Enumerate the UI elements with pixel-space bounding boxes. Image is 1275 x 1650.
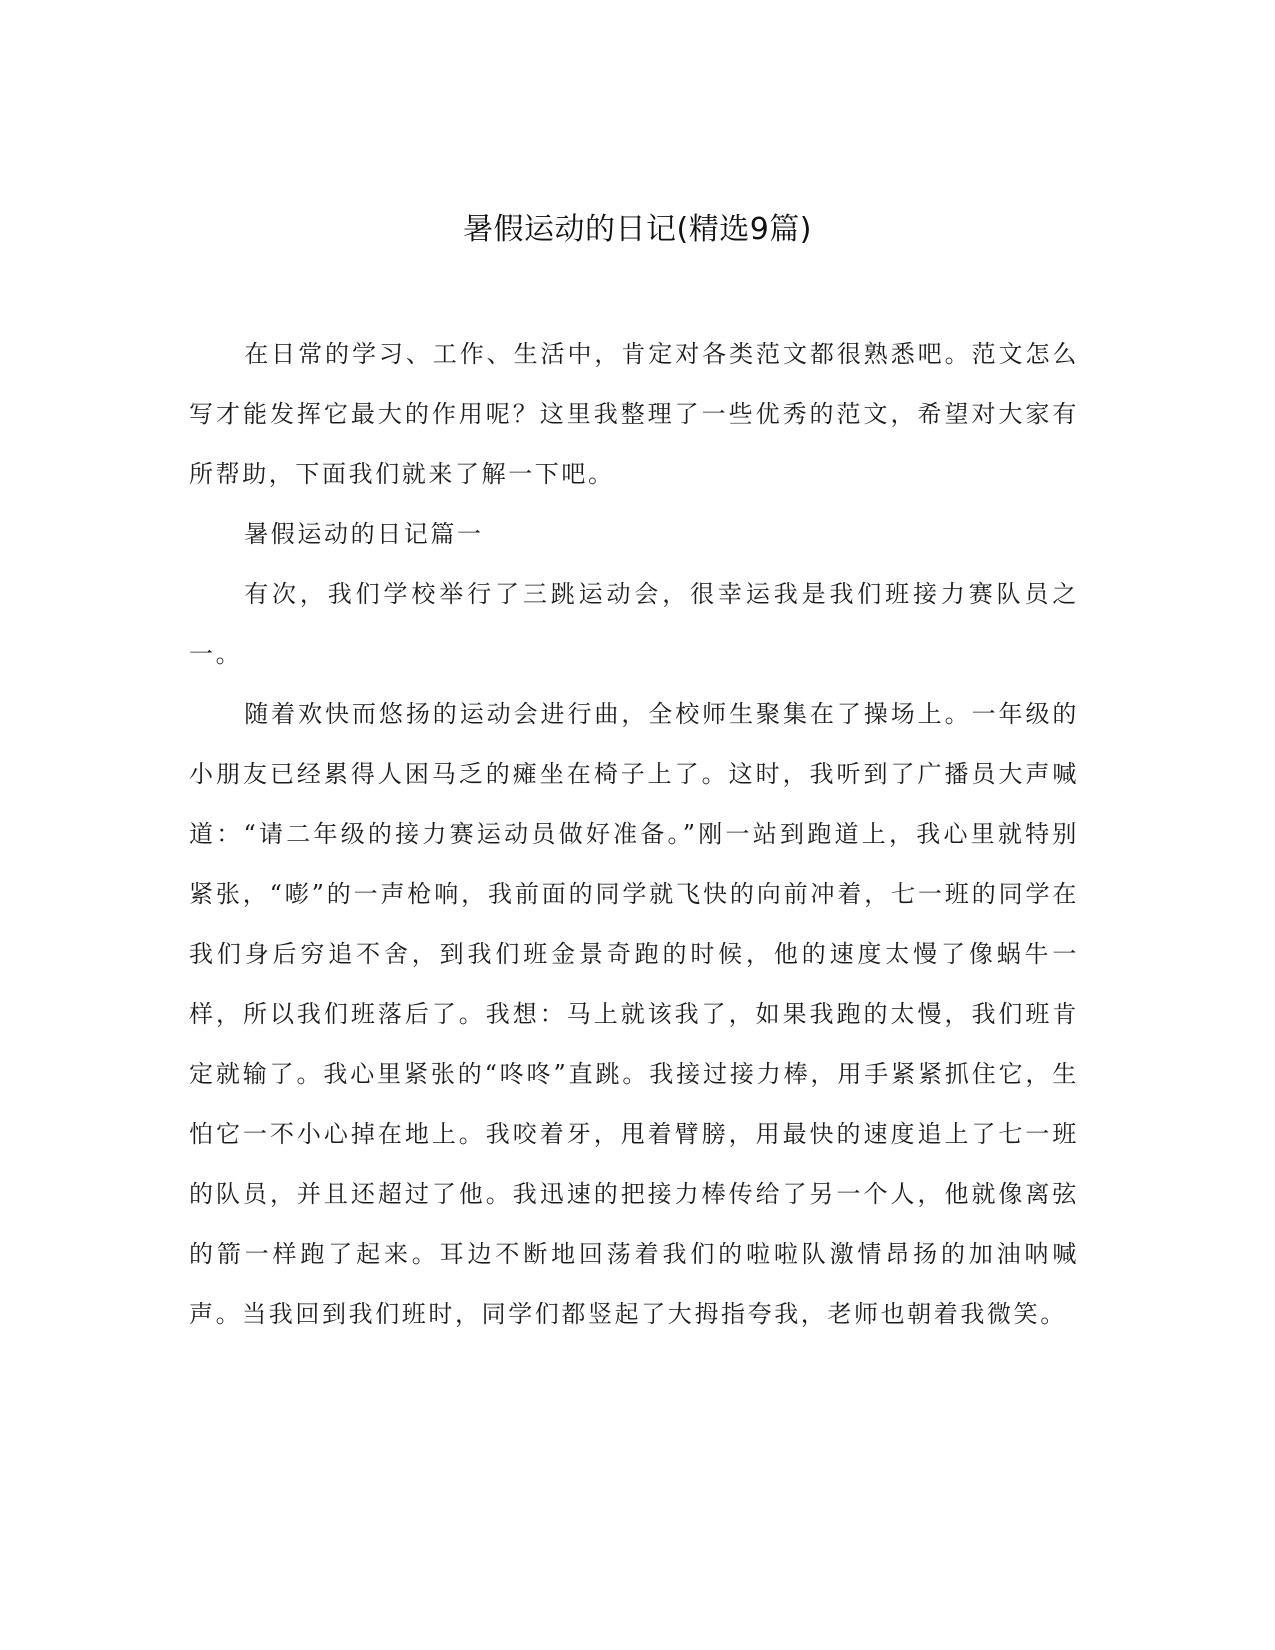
- document-body: [189, 324, 1079, 1344]
- intro-paragraph: 在日常的学习、工作、生活中，肯定对各类范文都很熟悉吧。范文怎么写才能发挥它最大的作用呢？这里我整理了一些优秀的范文，希望对大家有所帮助，下面我们就来了解一下吧。: [189, 340, 1079, 488]
- document-title: 暑假运动的日记(精选9篇): [463, 212, 812, 247]
- body-paragraph: 有次，我们学校举行了三跳运动会，很幸运我是我们班接力赛队员之一。: [189, 580, 1079, 668]
- section-heading: 暑假运动的日记篇一: [244, 520, 484, 548]
- body-paragraph: 随着欢快而悠扬的运动会进行曲，全校师生聚集在了操场上。一年级的小朋友已经累得人困马乏的瘫坐在椅子上了。这时，我听到了广播员大声喊道：“请二年级的接力赛运动员做好准备。”刚一站到跑道上，我心里就特别紧张，“嘭”的一声枪响，我前面的同学就飞快的向前冲着，七一班的同学在我们身后穷追不舍，到我们班金景奇跑的时候，他的速度太慢了像蜗牛一样，所以我们班落后了。我想：马上就该我了，如果我跑的太慢，我们班肯定就输了。我心里紧张的“咚咚”直跳。我接过接力棒，用手紧紧抓住它，生怕它一不小心掉在地上。我咬着牙，甩着臂膀，用最快的速度追上了七一班的队员，并且还超过了他。我迅速的把接力棒传给了另一个人，他就像离弦的箭一样跑了起来。耳边不断地回荡着我们的啦啦队激情昂扬的加油呐喊声。当我回到我们班时，同学们都竖起了大拇指夸我，老师也朝着我微笑。: [189, 700, 1079, 1328]
